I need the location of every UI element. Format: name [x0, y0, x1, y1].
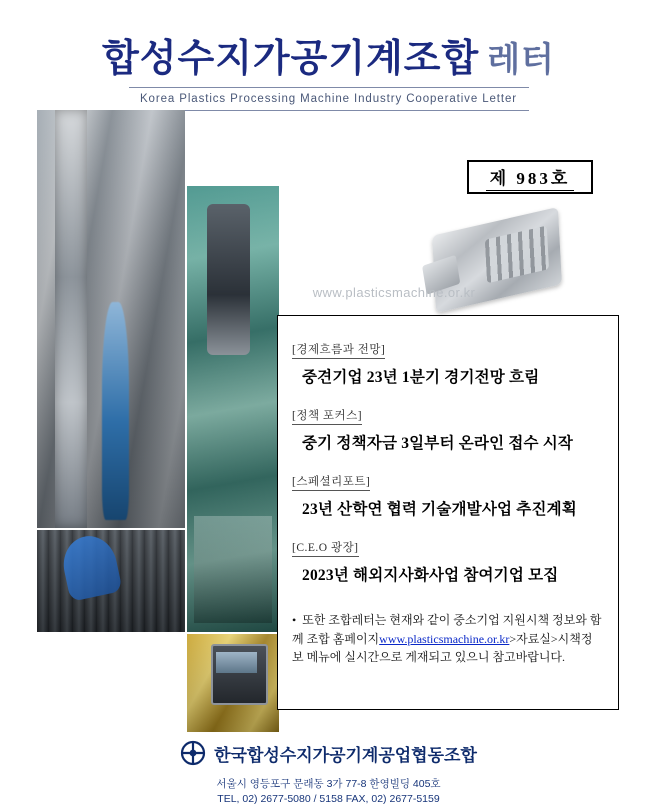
organization-name: 한국합성수지가공기계공업협동조합	[214, 745, 477, 765]
cooperative-logo-icon	[180, 740, 206, 766]
extrusion-machine-photo-image	[37, 110, 185, 528]
organization-block	[180, 740, 477, 766]
corrugated-pipe-photo	[37, 530, 185, 632]
headline-item[interactable]	[292, 538, 604, 585]
headline-title: 중기 정책자금 3일부터 온라인 접수 시작	[302, 435, 574, 452]
headline-item[interactable]	[292, 472, 604, 519]
issue-number-label: 제 983호	[486, 164, 575, 191]
masthead-divider-top	[129, 87, 529, 88]
green-machine-photo	[187, 186, 279, 632]
masthead-main-text: 합성수지가공기계조합	[102, 38, 480, 80]
headline-title: 중견기업 23년 1분기 경기전망 흐림	[302, 369, 540, 386]
website-watermark: www.plasticsmachine.or.kr	[312, 285, 476, 300]
headlines-box	[277, 315, 619, 710]
extrusion-machine-photo	[37, 110, 185, 528]
masthead-title	[0, 40, 657, 78]
headline-category: [C.E.O 광장]	[292, 539, 359, 557]
bracket-slots	[485, 226, 549, 284]
headline-category: [경제흐름과 전망]	[292, 341, 385, 359]
headline-title: 2023년 해외지사화사업 참여기업 모집	[302, 567, 559, 584]
headline-title: 23년 산학연 협력 기술개발사업 추진계획	[302, 501, 577, 518]
notice-paragraph	[292, 611, 604, 667]
homepage-link[interactable]: www.plasticsmachine.or.kr	[379, 631, 510, 646]
footer-address: 서울시 영등포구 문래동 3가 77-8 한영빌딩 405호	[216, 778, 441, 790]
control-panel-photo	[187, 634, 279, 732]
footer-address-block	[0, 777, 657, 807]
masthead-divider-bottom	[129, 110, 529, 111]
green-machine-photo-image	[187, 186, 279, 632]
masthead-english-subtitle: Korea Plastics Processing Machine Industry Cooperative Letter	[139, 93, 518, 105]
notice-text-part2: >자료실>시책정보 메뉴에 실시간으로 게재되고 있으니 참고바랍니다.	[292, 631, 593, 665]
headline-item[interactable]	[292, 406, 604, 453]
newsletter-footer	[0, 740, 657, 807]
headline-category: [정책 포커스]	[292, 407, 362, 425]
headline-item[interactable]	[292, 340, 604, 387]
masthead-sub-text: 레터	[487, 42, 555, 79]
notice-text-part1: 또한 조합레터는 현재와 같이 중소기업 지원시책 정보와 함께 조합 홈페이지	[292, 613, 602, 646]
headline-category: [스페셜리포트]	[292, 473, 370, 491]
newsletter-header	[0, 40, 657, 111]
corrugated-pipe-photo-image	[37, 530, 185, 632]
issue-number-box	[467, 160, 593, 194]
control-panel-photo-image	[187, 634, 279, 732]
notice-bullet: •	[292, 613, 297, 627]
footer-contact: TEL, 02) 2677-5080 / 5158 FAX, 02) 2677-5159	[217, 793, 440, 806]
